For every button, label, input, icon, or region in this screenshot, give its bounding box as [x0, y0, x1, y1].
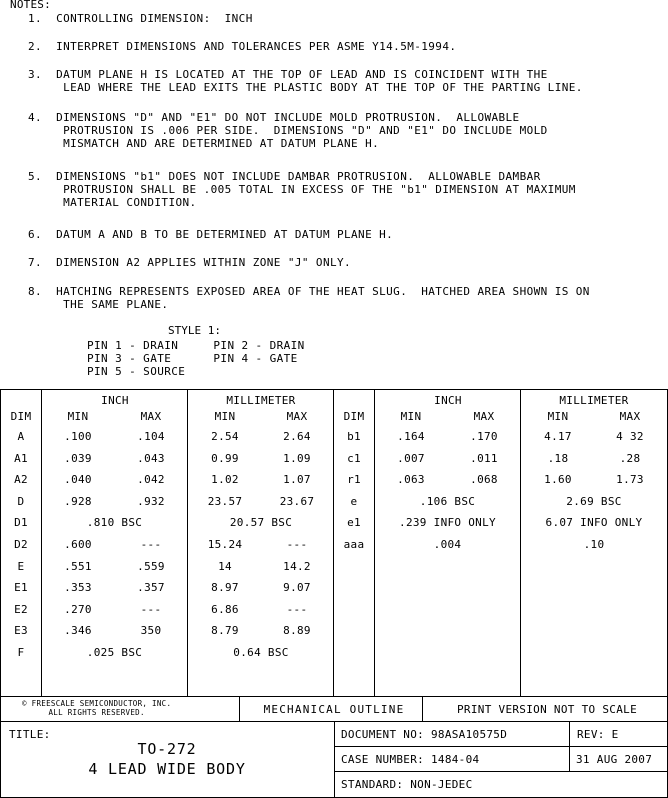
right-mm-min: 4.17 [544, 430, 572, 443]
right-mm-max: 1.73 [616, 473, 644, 487]
right-inch-max: .170 [470, 430, 498, 443]
right-inch-min: .063 [397, 473, 425, 487]
left-dim-cell: A2 [14, 473, 28, 487]
case-number: CASE NUMBER: 1484-04 [341, 753, 480, 766]
left-mm-min: 8.97 [211, 581, 239, 595]
left-mm-max-header: MAX [286, 410, 308, 423]
left-mm-value: 0.64 BSC [233, 646, 289, 659]
left-mm-min: 0.99 [211, 451, 239, 465]
left-mm-min: 6.86 [211, 602, 239, 616]
pin-assignments: PIN 1 - DRAIN PIN 2 - DRAIN PIN 3 - GATE PIN 4 - GATE PIN 5 - SOURCE [87, 339, 305, 378]
table-left-rule [0, 389, 1, 798]
right-inch-value: .239 INFO ONLY [399, 516, 496, 530]
left-inch-max: .932 [137, 494, 165, 508]
titleblock-divider-v [239, 696, 240, 721]
left-inch-header: INCH [101, 394, 129, 407]
table-rule [41, 389, 42, 696]
titleblock-divider-v [569, 721, 570, 771]
left-dim-cell: E1 [14, 581, 28, 595]
left-mm-max: 1.07 [283, 473, 311, 487]
left-dim-cell: A [17, 430, 25, 443]
left-inch-value: .025 BSC [86, 646, 143, 659]
title-part-name: TO-272 [137, 740, 197, 758]
table-rule [374, 389, 375, 696]
table-rule [333, 389, 334, 696]
left-dim-cell: A1 [14, 451, 28, 465]
left-inch-max: .104 [137, 430, 165, 443]
title-description: 4 LEAD WIDE BODY [88, 760, 246, 778]
left-mm-max: 14.2 [283, 559, 311, 573]
left-inch-min: .100 [64, 430, 92, 443]
left-mm-min: 15.24 [207, 538, 243, 551]
left-inch-max: --- [140, 602, 162, 616]
right-mm-value: 2.69 BSC [566, 494, 622, 508]
left-dim-cell: F [17, 646, 25, 659]
right-inch-max: .011 [470, 451, 498, 465]
left-inch-min: .600 [64, 538, 92, 551]
left-mm-max: 1.09 [283, 451, 311, 465]
left-inch-min: .928 [64, 494, 92, 508]
left-inch-min: .346 [64, 624, 92, 638]
right-dim-cell: r1 [347, 473, 361, 487]
left-dim-header: DIM [10, 410, 32, 423]
left-mm-min: 2.54 [211, 430, 239, 443]
left-inch-min-header: MIN [67, 410, 89, 423]
notes-heading: NOTES: [10, 0, 51, 11]
right-mm-value: 6.07 INFO ONLY [545, 516, 643, 530]
note-6: 6. DATUM A AND B TO BE DETERMINED AT DATUM PLANE H. [28, 228, 394, 241]
left-inch-max: .042 [137, 473, 165, 487]
right-mm-min: .18 [547, 451, 569, 465]
mechanical-outline-label: MECHANICAL OUTLINE [263, 703, 405, 716]
left-inch-max: .559 [137, 559, 165, 573]
right-mm-max: 4 32 [616, 430, 644, 443]
left-mm-min: 8.79 [211, 624, 239, 638]
left-inch-min: .551 [64, 559, 92, 573]
right-mm-header: MILLIMETER [559, 394, 629, 407]
left-mm-min-header: MIN [214, 410, 236, 423]
right-inch-value: .106 BSC [419, 494, 476, 508]
right-mm-max: .28 [619, 451, 641, 465]
copyright-notice: © FREESCALE SEMICONDUCTOR, INC. ALL RIGHTS RESERVED. [22, 699, 172, 717]
table-rule [520, 389, 521, 696]
right-inch-value: .004 [433, 538, 462, 551]
right-dim-cell: c1 [347, 451, 361, 465]
left-inch-min: .040 [64, 473, 92, 487]
left-dim-cell: E [17, 559, 25, 573]
right-dim-header: DIM [343, 410, 365, 423]
revision-date: 31 AUG 2007 [576, 753, 653, 766]
left-mm-max: --- [286, 538, 308, 551]
left-dim-cell: E2 [14, 602, 28, 616]
right-inch-min: .007 [397, 451, 425, 465]
right-dim-cell: b1 [347, 430, 361, 443]
left-inch-min: .353 [64, 581, 92, 595]
print-version-label: PRINT VERSION NOT TO SCALE [457, 703, 637, 716]
note-5: 5. DIMENSIONS "b1" DOES NOT INCLUDE DAMBAR PROTRUSION. ALLOWABLE DAMBAR PROTRUSION SHALL BE .005 TOTAL IN EXCESS OF THE "b1" DIMENSION AT MAXIMUM MATERIAL CONDITION. [28, 170, 576, 209]
note-4: 4. DIMENSIONS "D" AND "E1" DO NOT INCLUDE MOLD PROTRUSION. ALLOWABLE PROTRUSION IS .006 PER SIDE. DIMENSIONS "D" AND "E1" DO INCLUDE MOLD MISMATCH AND ARE DETERMINED AT DATUM PLANE H. [28, 111, 548, 150]
right-mm-max-header: MAX [619, 410, 641, 423]
left-dim-cell: D2 [14, 538, 28, 551]
standard: STANDARD: NON-JEDEC [341, 778, 473, 791]
table-top-rule [0, 389, 668, 390]
document-number: DOCUMENT NO: 98ASA10575D [341, 728, 508, 741]
left-inch-value: .810 BSC [86, 516, 143, 530]
left-mm-max: 2.64 [283, 430, 311, 443]
note-3: 3. DATUM PLANE H IS LOCATED AT THE TOP OF LEAD AND IS COINCIDENT WITH THE LEAD WHERE THE LEAD EXITS THE PLASTIC BODY AT THE TOP OF THE PARTING LINE. [28, 68, 583, 94]
titleblock-divider-v [334, 721, 335, 798]
note-8: 8. HATCHING REPRESENTS EXPOSED AREA OF THE HEAT SLUG. HATCHED AREA SHOWN IS ON THE SAME PLANE. [28, 285, 590, 311]
left-mm-value: 20.57 BSC [229, 516, 293, 530]
left-inch-max: --- [140, 538, 162, 551]
note-1: 1. CONTROLLING DIMENSION: INCH [28, 12, 253, 25]
left-mm-max: 9.07 [283, 581, 311, 595]
right-dim-cell: aaa [343, 538, 365, 551]
left-mm-max: 8.89 [283, 624, 311, 638]
right-inch-max: .068 [470, 473, 498, 487]
right-dim-cell: e1 [347, 516, 361, 530]
left-mm-max: --- [286, 602, 308, 616]
left-inch-min: .039 [64, 451, 92, 465]
left-dim-cell: D1 [14, 516, 28, 530]
right-dim-cell: e [350, 494, 358, 508]
note-7: 7. DIMENSION A2 APPLIES WITHIN ZONE "J" ONLY. [28, 256, 352, 269]
left-inch-min: .270 [64, 602, 92, 616]
style-title: STYLE 1: [168, 324, 221, 337]
right-inch-min-header: MIN [400, 410, 422, 423]
right-mm-min: 1.60 [544, 473, 572, 487]
left-inch-max: .043 [137, 451, 165, 465]
left-mm-min: 1.02 [211, 473, 239, 487]
revision: REV: E [577, 728, 619, 741]
left-inch-max: .357 [137, 581, 165, 595]
left-dim-cell: E3 [14, 624, 28, 638]
table-rule [187, 389, 188, 696]
left-inch-max: 350 [140, 624, 162, 638]
title-label: TITLE: [9, 728, 51, 741]
left-inch-max-header: MAX [140, 410, 162, 423]
right-inch-header: INCH [434, 394, 462, 407]
right-inch-min: .164 [397, 430, 425, 443]
titleblock-top-rule [0, 696, 668, 697]
left-mm-max: 23.67 [279, 494, 315, 508]
right-inch-max-header: MAX [473, 410, 495, 423]
left-dim-cell: D [17, 494, 25, 508]
left-mm-header: MILLIMETER [226, 394, 296, 407]
right-mm-min-header: MIN [547, 410, 569, 423]
right-mm-value: .10 [583, 538, 605, 551]
left-mm-min: 14 [218, 559, 232, 573]
left-mm-min: 23.57 [207, 494, 243, 508]
titleblock-divider-v [422, 696, 423, 721]
titleblock-row-rule [334, 771, 668, 772]
titleblock-row-rule [334, 746, 668, 747]
note-2: 2. INTERPRET DIMENSIONS AND TOLERANCES PER ASME Y14.5M-1994. [28, 40, 457, 53]
